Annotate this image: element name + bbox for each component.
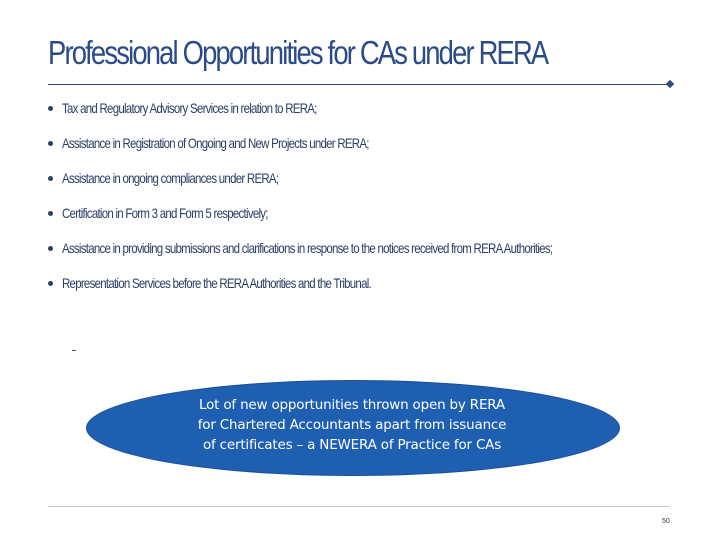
bullet-icon <box>48 211 53 216</box>
slide-title: Professional Opportunities for CAs under RERA <box>48 34 548 71</box>
bullet-icon <box>48 246 53 251</box>
stray-mark <box>72 350 76 351</box>
bullet-text: Assistance in providing submissions and clarifications in response to the notices received from RERA Authorities; <box>62 240 553 256</box>
bullet-item <box>48 240 688 275</box>
bullet-text: Tax and Regulatory Advisory Services in relation to RERA; <box>62 100 317 116</box>
bullet-item <box>48 100 688 135</box>
bullet-icon <box>48 141 53 146</box>
bullet-list <box>48 100 688 310</box>
bullet-text: Assistance in ongoing compliances under RERA; <box>62 170 279 186</box>
callout-line: Lot of new opportunities thrown open by RERA <box>199 397 505 413</box>
bullet-text: Certification in Form 3 and Form 5 respectively; <box>62 205 268 221</box>
bullet-icon <box>48 106 53 111</box>
bullet-item <box>48 275 688 310</box>
bullet-item <box>48 170 688 205</box>
footer-divider <box>48 506 670 507</box>
callout-line: for Chartered Accountants apart from issuance <box>197 417 507 433</box>
page-number: 50 <box>662 518 670 525</box>
bullet-text: Assistance in Registration of Ongoing and New Projects under RERA; <box>62 135 369 151</box>
bullet-icon <box>48 281 53 286</box>
title-divider <box>48 84 670 85</box>
callout-text <box>86 395 618 455</box>
divider-end-diamond <box>666 80 674 88</box>
callout-line: of certificates – a NEWERA of Practice for CAs <box>202 437 502 453</box>
bullet-text: Representation Services before the RERA Authorities and the Tribunal. <box>62 275 371 291</box>
bullet-icon <box>48 176 53 181</box>
bullet-item <box>48 205 688 240</box>
bullet-item <box>48 135 688 170</box>
